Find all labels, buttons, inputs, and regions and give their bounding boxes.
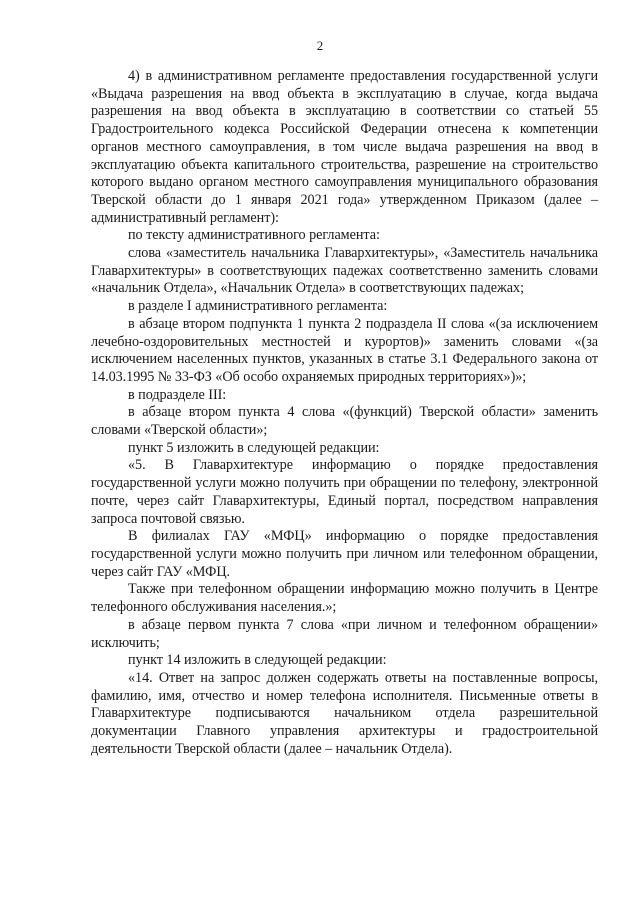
paragraph-subparagraph-1: в абзаце втором подпункта 1 пункта 2 подраздела II слова «(за исключением лечебно-оздоровительных местностей и курортов)» заменить словами «(за исключением населенных пунктов, указанных в статье 3.1 Федерального закона от 14.03.1995 № 33-ФЗ «Об особо охраняемых природных территориях»)»; — [91, 315, 598, 385]
paragraph-item-4: 4) в административном регламенте предоставления государственной услуги «Выдача разрешения на ввод объекта в эксплуатацию в случае, когда выдача разрешения на ввод объекта в эксплуатацию в соответствии со статьей 55 Градостроительного кодекса Российской Федерации отнесена к компетенции органов местного самоуправления, в том числе выдача разрешения на ввод в эксплуатацию объекта капитального строительства, разрешение на строительство которого выдано органом местного самоуправления муниципального образования Тверской области до 1 января 2021 года» утвержденном Приказом (далее – административный регламент): — [91, 68, 598, 226]
paragraph-point-7: в абзаце первом пункта 7 слова «при личном и телефонном обращении» исключить; — [91, 616, 598, 651]
document-body — [91, 68, 598, 758]
paragraph-text-scope: по тексту административного регламента: — [128, 227, 380, 244]
paragraph-mfc-branches: В филиалах ГАУ «МФЦ» информацию о порядке предоставления государственной услуги можно получить при личном или телефонном обращении, через сайт ГАУ «МФЦ. — [91, 528, 598, 580]
paragraph-point-4: в абзаце втором пункта 4 слова «(функций) Тверской области» заменить словами «Тверской области»; — [91, 404, 598, 439]
paragraph-point-5-intro: пункт 5 изложить в следующей редакции: — [128, 439, 380, 456]
paragraph-point-5-text: «5. В Главархитектуре информацию о порядке предоставления государственной услуги можно получить при обращении по телефону, электронной почте, через сайт Главархитектуры, Единый портал, посредством направления запроса почтовой связью. — [91, 457, 598, 527]
paragraph-replace-deputy: слова «заместитель начальника Главархитектуры», «Заместитель начальника Главархитектуры» в соответствующих падежах соответственно заменить словами «начальник Отдела», «Начальник Отдела» в соответствующих падежах; — [91, 245, 598, 297]
paragraph-phone-center: Также при телефонном обращении информацию можно получить в Центре телефонного обслуживания населения.»; — [91, 581, 598, 616]
paragraph-subsection-3: в подразделе III: — [128, 386, 227, 403]
paragraph-point-14-text: «14. Ответ на запрос должен содержать ответы на поставленные вопросы, фамилию, имя, отчество и номер телефона исполнителя. Письменные ответы в Главархитектуре подписываются начальником отдела разрешительной документации Главного управления архитектуры и градостроительной деятельности Тверской области (далее – начальник Отдела). — [91, 669, 598, 757]
paragraph-point-14-intro: пункт 14 изложить в следующей редакции: — [128, 652, 387, 669]
page-number: 2 — [316, 38, 324, 53]
paragraph-section-1: в разделе I административного регламента: — [128, 298, 388, 315]
